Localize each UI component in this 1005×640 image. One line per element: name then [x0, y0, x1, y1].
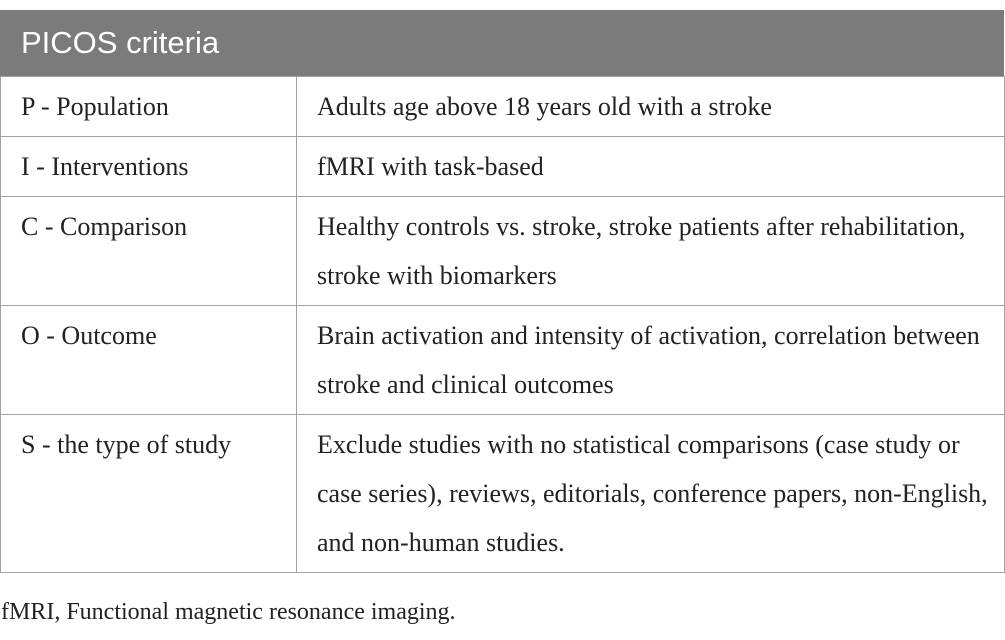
table-footnote: fMRI, Functional magnetic resonance imaging. [1, 599, 456, 625]
criterion-cell: O - Outcome [1, 306, 297, 415]
description-cell: fMRI with task-based [297, 137, 1005, 197]
criteria-table [0, 76, 1005, 573]
criterion-cell: P - Population [1, 77, 297, 137]
table-header: PICOS criteria [0, 10, 1004, 76]
description-cell: Brain activation and intensity of activation, correlation between stroke and clinical outcomes [297, 306, 1005, 415]
table-row [1, 306, 1005, 415]
table-row [1, 137, 1005, 197]
description-cell: Adults age above 18 years old with a stroke [297, 77, 1005, 137]
picos-table [0, 10, 1004, 573]
criterion-cell: S - the type of study [1, 415, 297, 573]
criterion-cell: C - Comparison [1, 197, 297, 306]
description-cell: Healthy controls vs. stroke, stroke patients after rehabilitation, stroke with biomarkers [297, 197, 1005, 306]
table-row [1, 77, 1005, 137]
description-cell: Exclude studies with no statistical comparisons (case study or case series), reviews, editorials, conference papers, non-English, and non-human studies. [297, 415, 1005, 573]
table-row [1, 197, 1005, 306]
table-row [1, 415, 1005, 573]
criterion-cell: I - Interventions [1, 137, 297, 197]
